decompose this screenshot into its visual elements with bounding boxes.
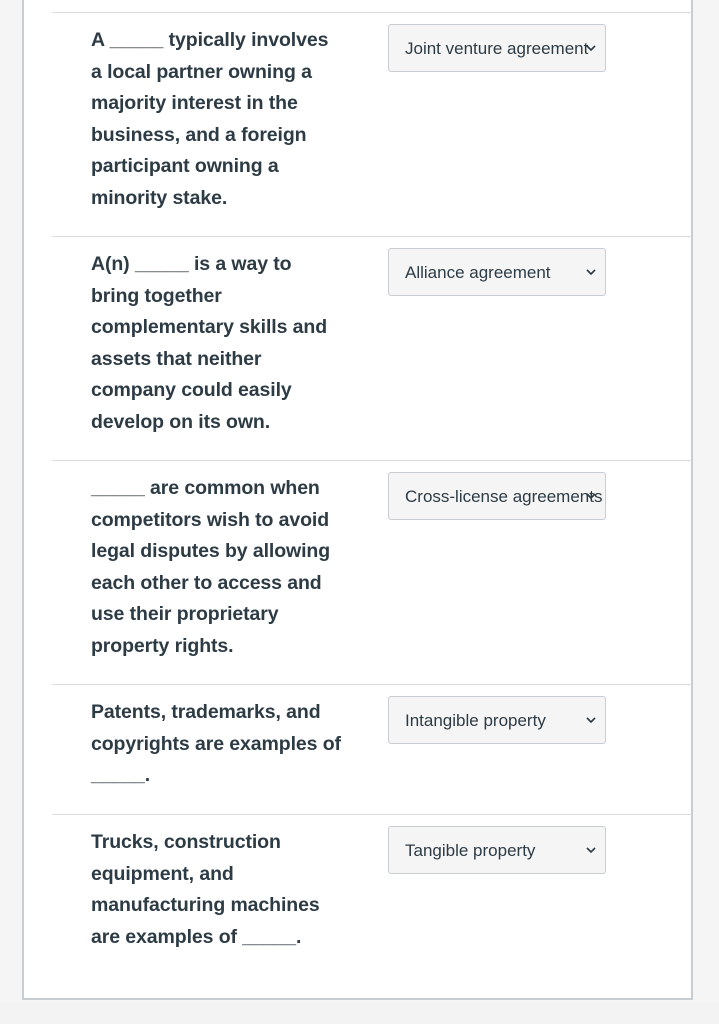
matching-question-card: [22, 0, 693, 1000]
answer-select-1[interactable]: [388, 24, 606, 72]
answer-select-5[interactable]: [388, 826, 606, 874]
answer-select-3[interactable]: [388, 472, 606, 520]
question-row-1: [52, 12, 692, 236]
answer-select-4[interactable]: [388, 696, 606, 744]
chevron-down-icon: [585, 42, 597, 54]
answer-select-value-4: Intangible property: [405, 711, 546, 730]
chevron-down-icon: [585, 490, 597, 502]
question-text-5: Trucks, construction equipment, and manufacturing machines are examples of _____.: [91, 831, 320, 948]
chevron-down-icon: [585, 266, 597, 278]
chevron-down-icon: [585, 844, 597, 856]
question-text-4: Patents, trademarks, and copyrights are examples of _____.: [91, 701, 341, 786]
answer-select-value-1: Joint venture agreement: [405, 39, 589, 58]
answer-select-value-2: Alliance agreement: [405, 263, 551, 282]
question-row-3: [52, 460, 692, 684]
question-text-3: _____ are common when competitors wish to avoid legal disputes by allowing each other to access and use their proprietary property rights.: [91, 477, 331, 657]
question-text-1: A _____ typically involves a local partner owning a majority interest in the business, and a foreign participant owning a minority stake.: [91, 29, 329, 209]
answer-select-2[interactable]: [388, 248, 606, 296]
question-text-2: A(n) _____ is a way to bring together complementary skills and assets that neither company could easily develop on its own.: [91, 253, 328, 433]
question-row-4: [52, 684, 692, 814]
question-row-2: [52, 236, 692, 460]
question-row-5: [52, 814, 692, 984]
page-footer-strip: [0, 1002, 719, 1024]
answer-select-value-3: Cross-license agreements: [405, 487, 603, 506]
answer-select-value-5: Tangible property: [405, 841, 536, 860]
chevron-down-icon: [585, 714, 597, 726]
